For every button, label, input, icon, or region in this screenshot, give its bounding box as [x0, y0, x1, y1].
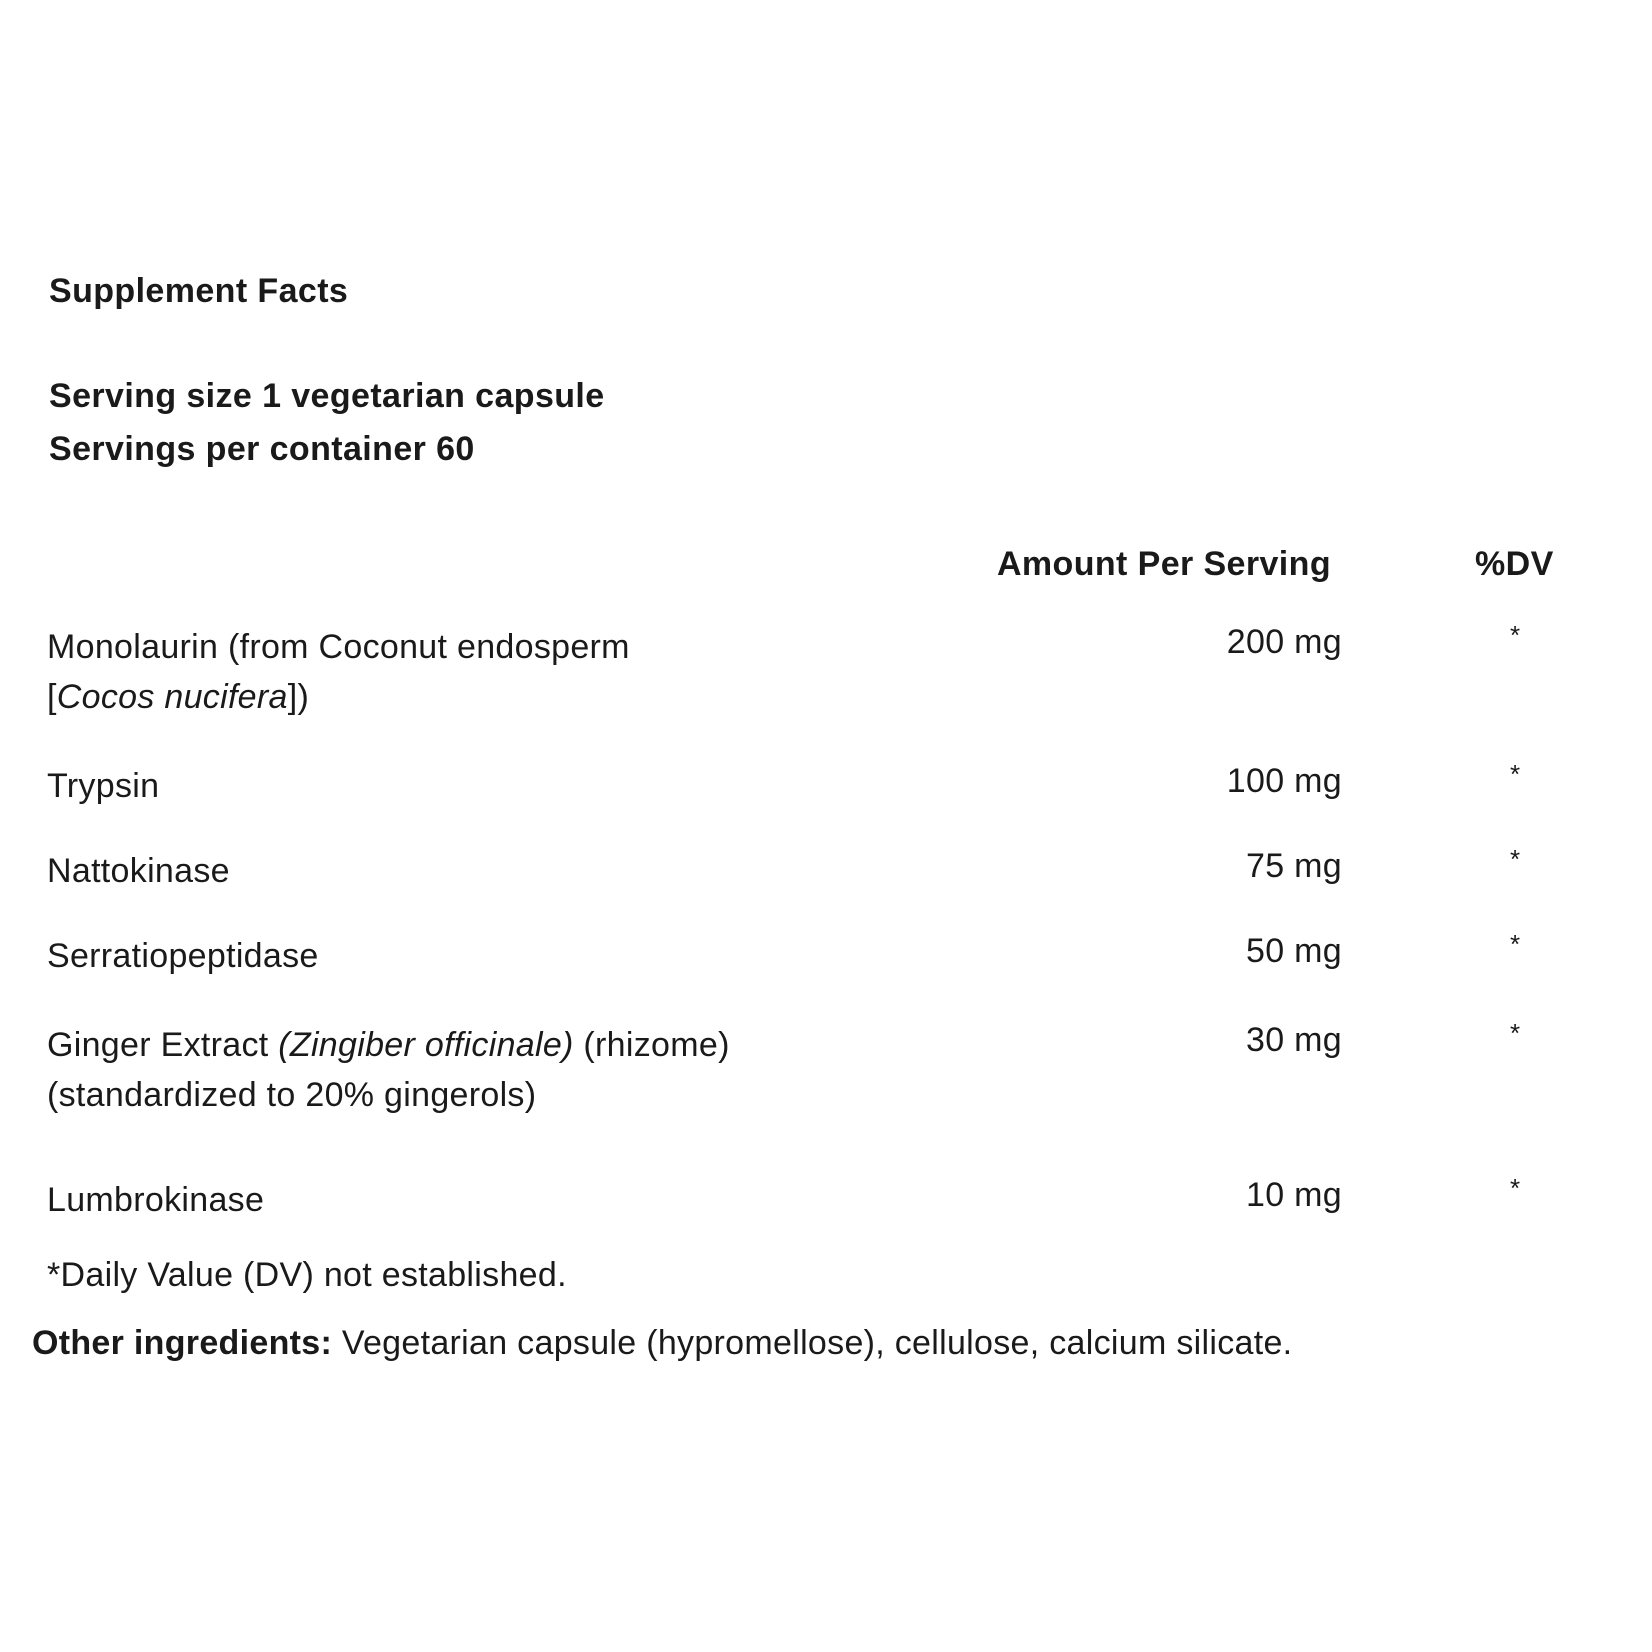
ingredient-dv: * [1510, 620, 1521, 650]
other-ingredients-label: Other ingredients: [32, 1324, 333, 1362]
other-ingredients [32, 1324, 1292, 1363]
ingredient-name: Nattokinase [47, 852, 230, 890]
other-ingredients-text: Vegetarian capsule (hypromellose), cellulose, calcium silicate. [332, 1324, 1293, 1362]
plant-part: (rhizome) [573, 1026, 730, 1064]
ingredient-name-line1: Ginger Extract [47, 1026, 279, 1064]
ingredient-amount: 75 mg [1246, 847, 1342, 885]
bracket-close: ]) [287, 678, 310, 716]
ingredient-dv: * [1510, 759, 1521, 789]
ingredient-dv: * [1510, 1173, 1521, 1203]
servings-per-container: Servings per container 60 [49, 430, 475, 468]
dv-footnote: *Daily Value (DV) not established. [47, 1256, 567, 1294]
ingredient-amount: 100 mg [1226, 762, 1342, 800]
ingredient-dv: * [1510, 929, 1521, 959]
panel-title: Supplement Facts [49, 272, 349, 310]
bracket-open: [ [47, 678, 57, 716]
ingredient-amount: 200 mg [1226, 623, 1342, 661]
ingredient-amount: 30 mg [1246, 1021, 1342, 1059]
ingredient-name [47, 622, 630, 722]
ingredient-amount: 50 mg [1246, 932, 1342, 970]
ingredient-dv: * [1510, 844, 1521, 874]
serving-size: Serving size 1 vegetarian capsule [49, 377, 605, 415]
latin-name: (Zingiber officinale) [278, 1026, 574, 1064]
standardization-note: (standardized to 20% gingerols) [47, 1076, 537, 1114]
dv-column-header: %DV [1475, 545, 1554, 583]
ingredient-dv: * [1510, 1018, 1521, 1048]
ingredient-name [47, 1020, 730, 1120]
ingredient-name-line1: Monolaurin (from Coconut endosperm [47, 628, 630, 666]
ingredient-name: Serratiopeptidase [47, 937, 319, 975]
latin-name: Cocos nucifera [56, 678, 288, 716]
amount-column-header: Amount Per Serving [996, 545, 1331, 583]
ingredient-name: Lumbrokinase [47, 1181, 265, 1219]
ingredient-amount: 10 mg [1246, 1176, 1342, 1214]
ingredient-name: Trypsin [47, 767, 160, 805]
